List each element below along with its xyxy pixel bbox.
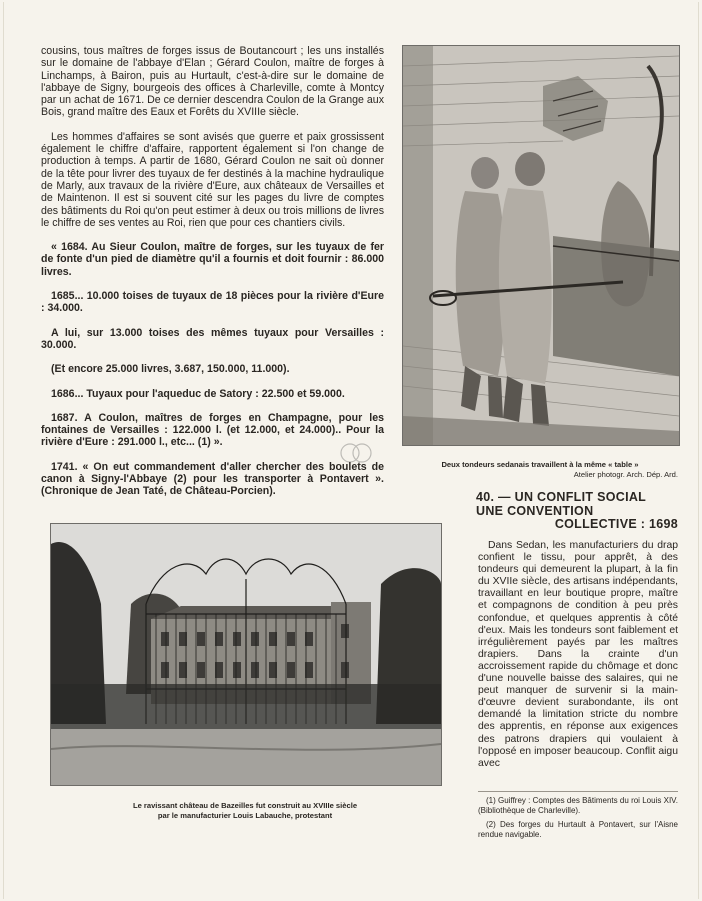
photo-credit: Atelier photogr. Arch. Dép. Ard. — [573, 470, 678, 479]
chateau-caption-line-1: Le ravissant château de Bazeilles fut construit au XVIIIe siècle — [132, 801, 358, 810]
chateau-caption — [50, 801, 440, 821]
etching-caption — [402, 460, 678, 480]
section-heading-line-1: 40. — UN CONFLIT SOCIAL — [476, 490, 647, 504]
paragraph-coulon-cousins: cousins, tous maîtres de forges issus de Boutancourt ; les uns installés sur le domaine de l'abbaye d'Elan ; Gérard Coulon, maître de forges à Linchamps, à Bairon, puis au Hurtault, c'est-à-dire sur le domaine de l'abbaye de Signy, bourgeois des offices à Charleville, comte à Montcy par un achat de 1671. De ce dernier descendra Coulon de la Grange aux Bois, grand maître des Eaux et Forêts du XVIIIe siècle. — [41, 45, 384, 119]
left-text-column — [41, 45, 384, 510]
footnote-1: (1) Guiffrey : Comptes des Bâtiments du roi Louis XIV. (Bibliothèque de Charleville). — [478, 796, 678, 816]
entry-versailles: A lui, sur 13.000 toises des mêmes tuyaux pour Versailles : 30.000. — [41, 326, 384, 351]
entry-1686: 1686... Tuyaux pour l'aqueduc de Satory : 22.500 et 59.000. — [51, 387, 345, 400]
paragraph-sedan-conflict: Dans Sedan, les manufacturiers du drap confient le tissu, pour apprêt, à des tondeurs qui demeurent la plupart, à la fin du XVIIe siècle, des artisans indépendants, travaillant en leur boutique propre, maître et compagnons de condition à peu près confondue, et quelques apprentis à côté d'eux. Mais les tondeurs sont faiblement et irrégulièrement payés par les maîtres drapiers. Dans la crainte d'un accroissement rapide du chômage et donc d'une nouvelle baisse des salaires, qui ne peut manquer de survenir si la main-d'œuvre devient surabondante, ils ont demandé la limitation stricte du nombre des apprentis, en réponse aux exigences des patrons drapiers qui voulaient à l'opposé en imposer beaucoup. Conflit aigu avec — [478, 540, 678, 769]
section-heading-40 — [476, 491, 678, 532]
paragraph-business-men: Les hommes d'affaires se sont avisés que guerre et paix grossissent également le chiffre d'affaire, rapportent également si l'on change de production à temps. A partir de 1680, Gérard Coulon ne sait où donner de la tête pour livrer des tuyaux de fer destinés à la machine hydraulique de Marly, aux travaux de la rivière d'Eure, aux châteaux de Versailles et de Maintenon. Il est si souvent cité sur les pages du livre de comptes des bâtiments du Roi qu'on peut estimer à deux ou trois millions de livres le chiffre de ses ventes au Roi, rien que pour ces chantiers civils. — [41, 130, 384, 229]
footnote-2: (2) Des forges du Hurtault à Pontavert, sur l'Aisne rendue navigable. — [478, 819, 678, 840]
right-text-column — [478, 540, 678, 782]
entry-1687: 1687. A Coulon, maîtres de forges en Champagne, pour les fontaines de Versailles : 122.000 l. (et 12.000, et 24.000).. Pour la rivière d'Eure : 291.000 l., etc... (1) ». — [41, 411, 384, 449]
chateau-caption-line-2: par le manufacturier Louis Labauche, protestant — [157, 811, 333, 820]
etching-tondeurs-image — [402, 45, 680, 446]
section-heading-line-3: COLLECTIVE : 1698 — [554, 517, 678, 531]
etching-caption-title: Deux tondeurs sedanais travaillent à la même « table » — [441, 460, 639, 469]
section-heading-line-2: UNE CONVENTION — [476, 503, 594, 518]
entry-additional-sums: (Et encore 25.000 livres, 3.687, 150.000, 11.000). — [51, 363, 290, 376]
entry-1741: 1741. « On eut commandement d'aller chercher des boulets de canon à Signy-l'Abbaye (2) pour les transporter à Pontavert ». (Chronique de Jean Taté, de Château-Porcien). — [41, 460, 384, 498]
footnotes — [478, 791, 678, 844]
library-stamp-icon — [339, 441, 373, 465]
quote-1684: « 1684. Au Sieur Coulon, maître de forges, sur les tuyaux de fer de fonte d'un pied de diamètre qu'il a fournis et doit fournir : 86.000 livres. — [41, 241, 384, 278]
entry-1685: 1685... 10.000 toises de tuyaux de 18 pièces pour la rivière d'Eure : 34.000. — [41, 290, 384, 315]
chateau-bazeilles-photo — [50, 523, 442, 786]
